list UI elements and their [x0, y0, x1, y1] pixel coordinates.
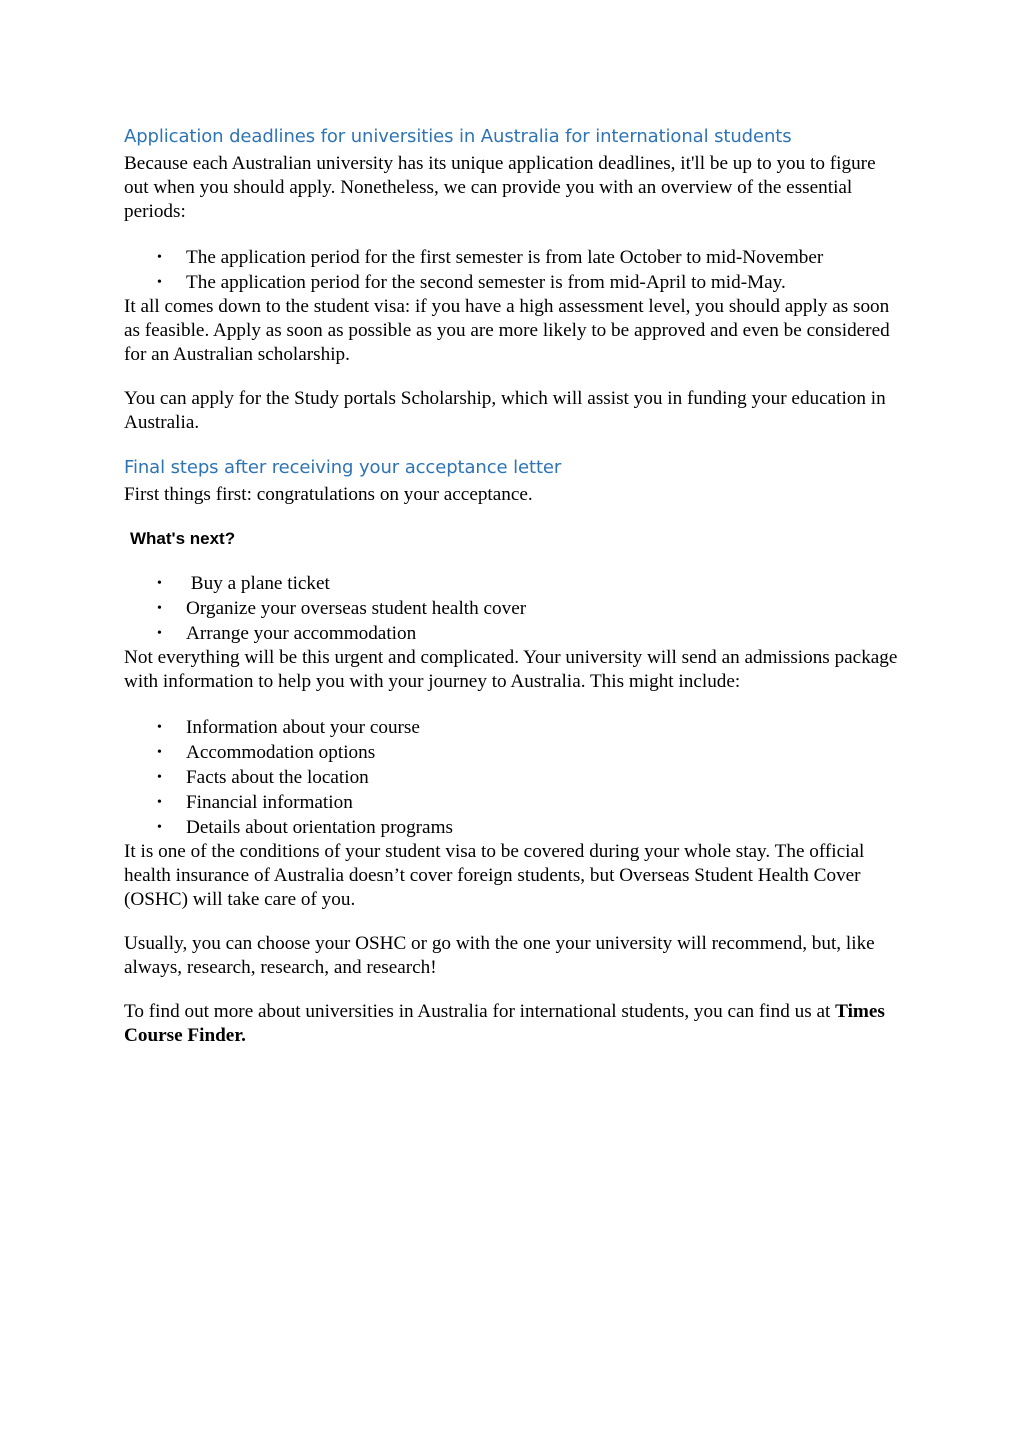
times-course-finder-link[interactable]: Times Course Finder.	[124, 1001, 885, 1046]
subheading-whats-next: What's next?	[130, 529, 236, 548]
list-item-text: Arrange your accommodation	[186, 623, 417, 644]
bullet-icon: •	[157, 275, 162, 290]
bullet-icon: •	[157, 770, 162, 785]
admissions-package-list	[124, 715, 902, 840]
document-content	[124, 122, 902, 1048]
deadline-list	[124, 245, 902, 295]
list-item-text: Details about orientation programs	[186, 817, 453, 838]
bullet-icon: •	[157, 626, 162, 641]
bullet-icon: •	[157, 576, 162, 591]
paragraph-intro-deadlines: Because each Australian university has its unique application deadlines, it'll be up to you to figure out when you should apply. Nonetheless, we can provide you with an overview of the essential periods:	[124, 153, 876, 222]
bullet-icon: •	[157, 720, 162, 735]
list-item-text: The application period for the first semester is from late October to mid-November	[186, 247, 824, 268]
list-item	[124, 815, 902, 840]
paragraph-closing	[124, 1000, 902, 1048]
bullet-icon: •	[157, 250, 162, 265]
bullet-icon: •	[157, 745, 162, 760]
closing-text: To find out more about universities in Australia for international students, you can find us at	[124, 1001, 831, 1022]
section-heading-final-steps: Final steps after receiving your acceptance letter	[124, 457, 562, 478]
list-item	[124, 596, 902, 621]
list-item	[124, 740, 902, 765]
list-item	[124, 621, 902, 646]
paragraph-student-visa: It all comes down to the student visa: if you have a high assessment level, you should apply as soon as feasible. Apply as soon as possible as you are more likely to be approved and even be considered for an Australian scholarship.	[124, 296, 890, 365]
paragraph-oshc-choice: Usually, you can choose your OSHC or go with the one your university will recommend, but, like always, research, research, and research!	[124, 933, 875, 978]
bullet-icon: •	[157, 601, 162, 616]
section-heading-application-deadlines: Application deadlines for universities in Australia for international students	[124, 126, 792, 147]
list-item	[124, 790, 902, 815]
list-item	[124, 765, 902, 790]
list-item-text: Financial information	[186, 792, 353, 813]
paragraph-scholarship: You can apply for the Study portals Scholarship, which will assist you in funding your education in Australia.	[124, 388, 886, 433]
list-item	[124, 715, 902, 740]
paragraph-congratulations: First things first: congratulations on your acceptance.	[124, 484, 533, 505]
paragraph-oshc-condition: It is one of the conditions of your student visa to be covered during your whole stay. The official health insurance of Australia doesn’t cover foreign students, but Overseas Student Health Cover (OSHC) will take care of you.	[124, 841, 865, 910]
list-item	[124, 571, 902, 596]
list-item-text: Organize your overseas student health cover	[186, 598, 527, 619]
list-item-text: Accommodation options	[186, 742, 376, 763]
list-item-text: The application period for the second semester is from mid-April to mid-May.	[186, 272, 786, 293]
list-item-text: Information about your course	[186, 717, 420, 738]
bullet-icon: •	[157, 820, 162, 835]
list-item	[124, 245, 902, 270]
list-item-text: Facts about the location	[186, 767, 369, 788]
paragraph-admissions-package: Not everything will be this urgent and complicated. Your university will send an admissions package with information to help you with your journey to Australia. This might include:	[124, 647, 898, 692]
list-item-text: Buy a plane ticket	[186, 573, 330, 594]
bullet-icon: •	[157, 795, 162, 810]
list-item	[124, 270, 902, 295]
next-steps-list	[124, 571, 902, 646]
